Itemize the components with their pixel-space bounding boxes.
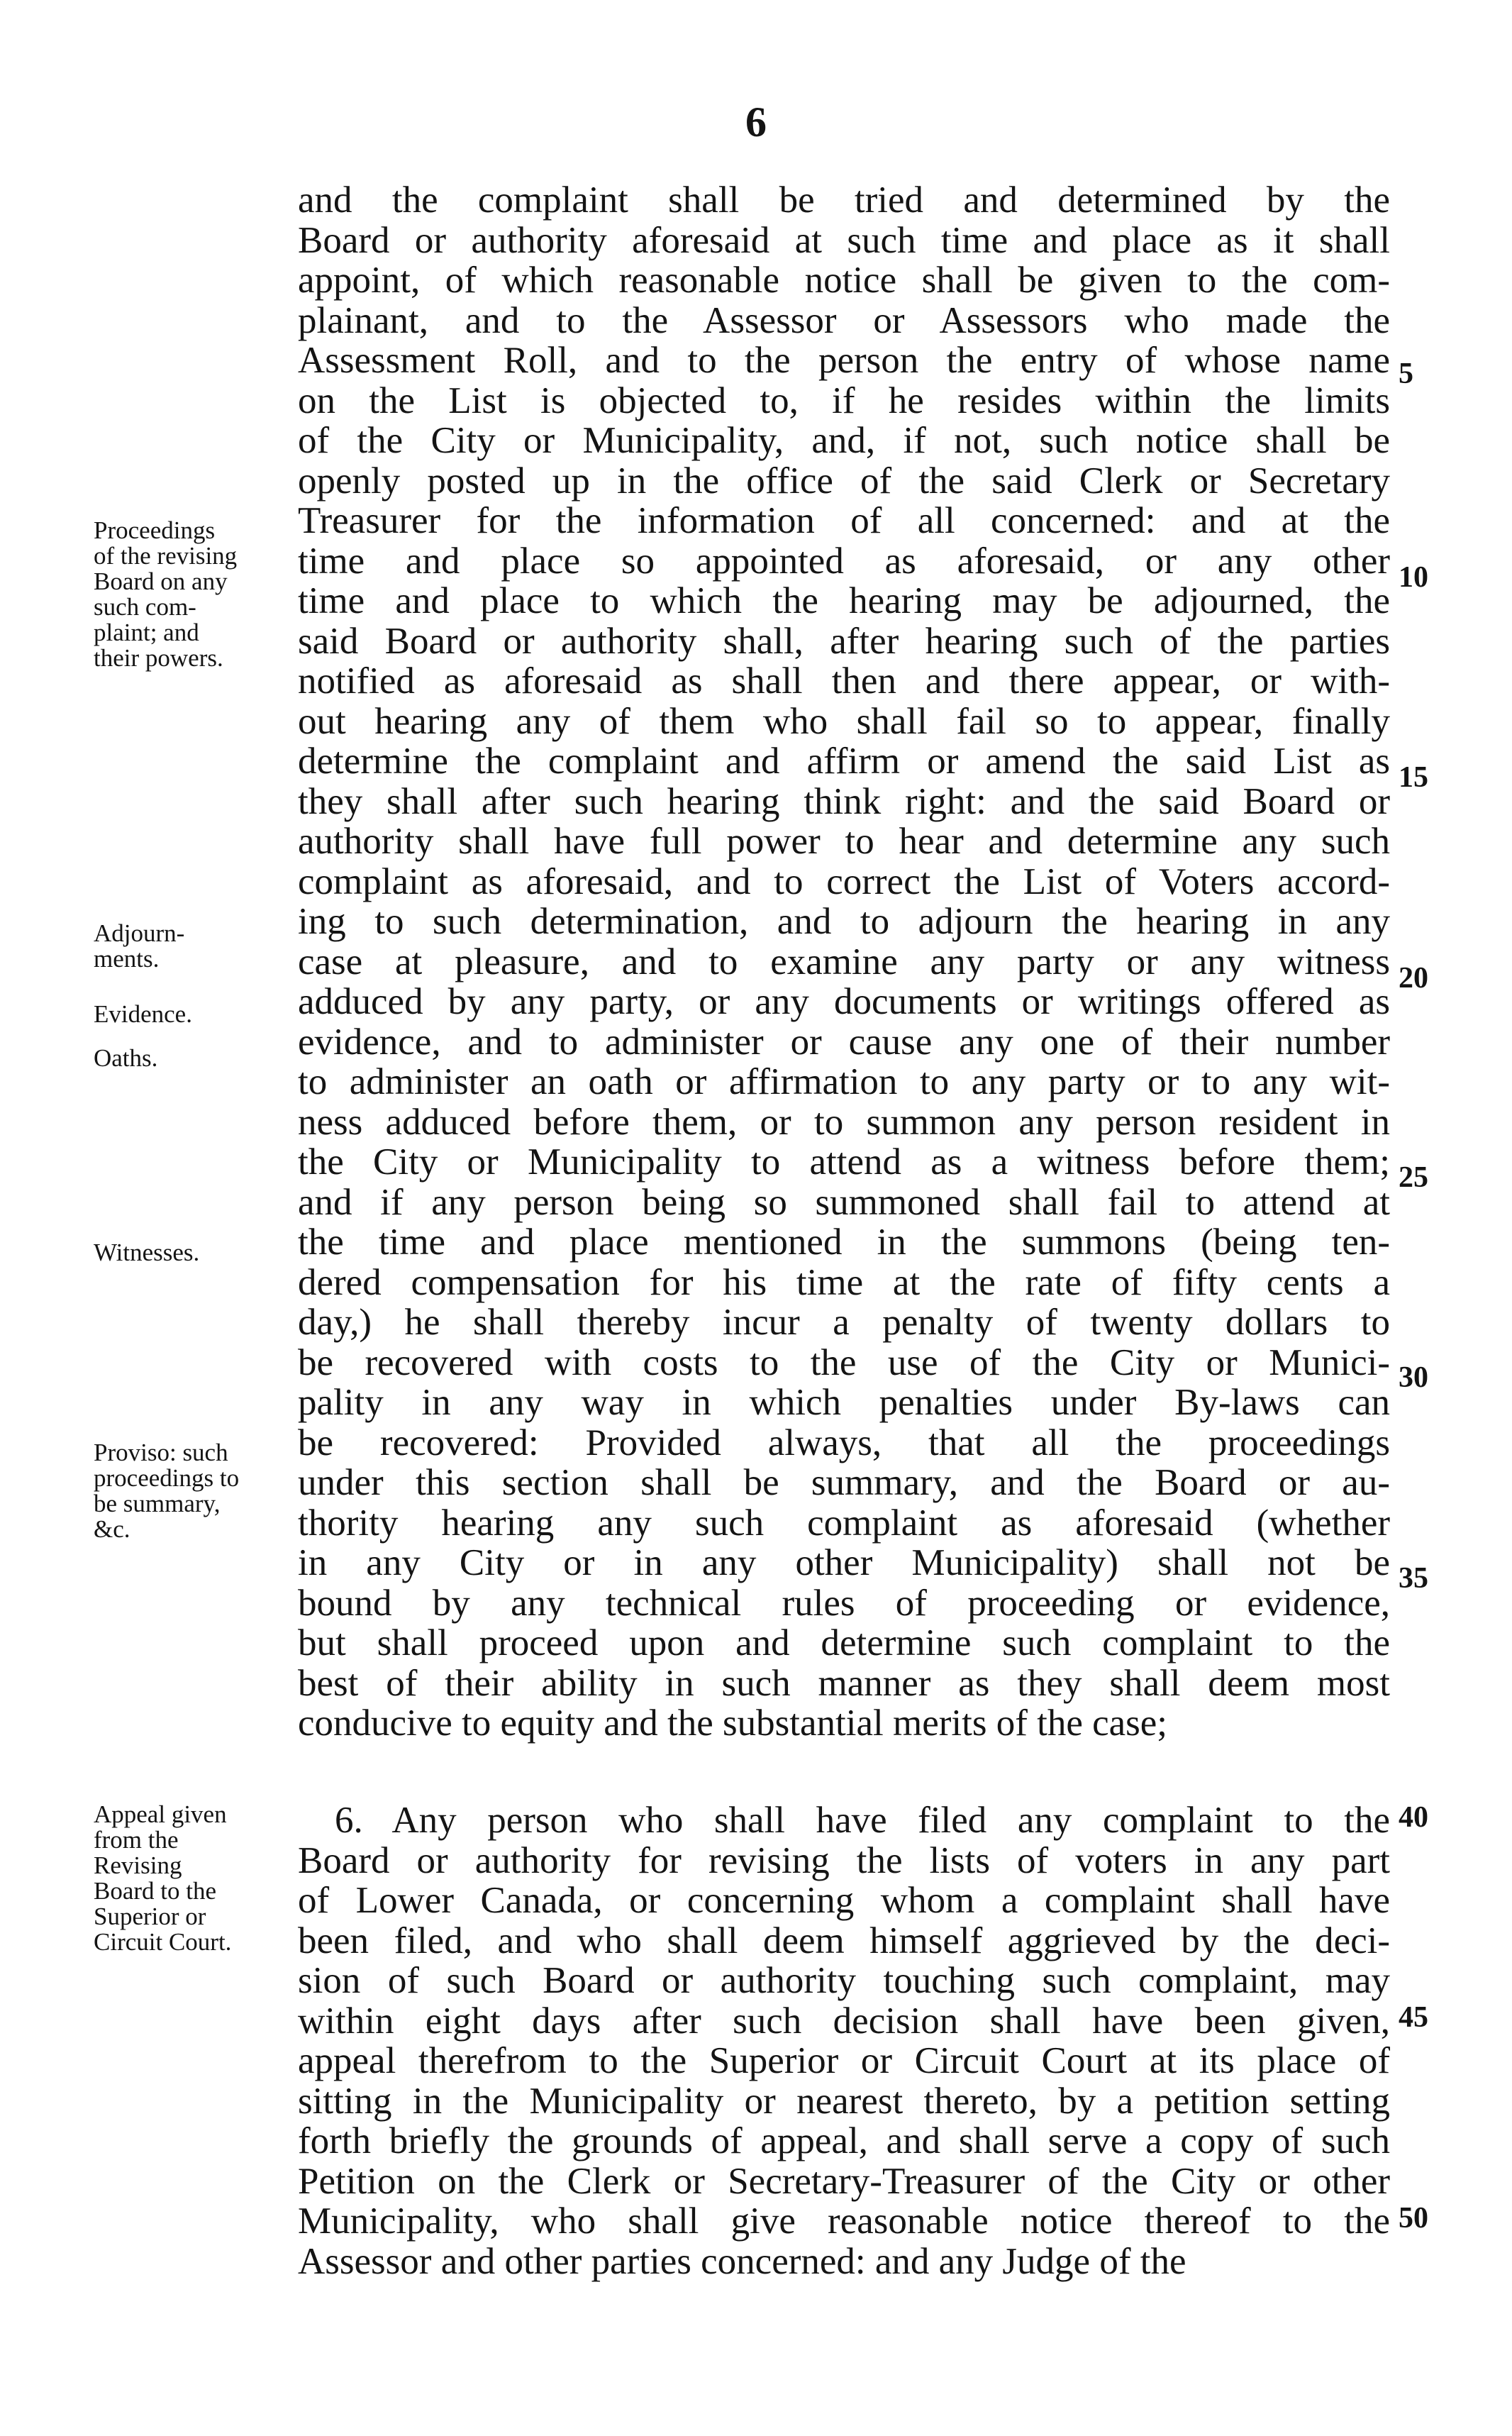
margin-note-line: Board on any	[94, 568, 228, 595]
margin-note-line: such com-	[94, 593, 196, 621]
line-number-40: 40	[1399, 1801, 1428, 1834]
paragraph-2	[298, 1800, 1390, 2281]
text-line: case at pleasure, and to examine any party or any witness	[298, 941, 1390, 982]
margin-note-line: Appeal given	[94, 1800, 227, 1828]
paragraph-1	[298, 180, 1390, 1744]
text-line: of Lower Canada, or concerning whom a complaint shall have	[298, 1880, 1390, 1921]
text-line: openly posted up in the office of the said Clerk or Secretary	[298, 460, 1390, 502]
text-line: they shall after such hearing think right: and the said Board or	[298, 780, 1390, 822]
margin-note-evidence	[94, 1002, 306, 1027]
margin-note-appeal	[94, 1802, 306, 1955]
text-line: sion of such Board or authority touching such complaint, may	[298, 1960, 1390, 2001]
line-number-20: 20	[1399, 962, 1428, 995]
margin-note-line: be summary,	[94, 1490, 221, 1517]
margin-note-line: &c.	[94, 1515, 130, 1543]
text-line: and if any person being so summoned shall fail to attend at	[298, 1181, 1390, 1223]
line-number-15: 15	[1399, 761, 1428, 794]
text-line: Board or authority for revising the lists of voters in any part	[298, 1839, 1390, 1881]
text-line: ing to such determination, and to adjourn the hearing in any	[298, 901, 1390, 942]
margin-note-line: from the	[94, 1826, 179, 1854]
text-line: forth briefly the grounds of appeal, and shall serve a copy of such	[298, 2120, 1390, 2161]
line-number-25: 25	[1399, 1161, 1428, 1194]
text-line: adduced by any party, or any documents or writings offered as	[298, 981, 1390, 1022]
margin-note-line: Board to the	[94, 1877, 217, 1905]
margin-note-line: Adjourn-	[94, 919, 185, 947]
text-line: time and place to which the hearing may be adjourned, the	[298, 580, 1390, 621]
text-line: determine the complaint and affirm or amend the said List as	[298, 741, 1390, 782]
text-line: been filed, and who shall deem himself aggrieved by the deci-	[298, 1920, 1390, 1961]
margin-note-line: Proviso: such	[94, 1439, 228, 1466]
text-line: the City or Municipality to attend as a witness before them;	[298, 1141, 1390, 1183]
text-line: be recovered with costs to the use of the City or Munici-	[298, 1341, 1390, 1383]
text-line: Municipality, who shall give reasonable notice thereof to the	[298, 2200, 1390, 2242]
text-line: in any City or in any other Municipality) shall not be	[298, 1542, 1390, 1583]
margin-note-line: Superior or	[94, 1903, 206, 1930]
text-line: within eight days after such decision shall have been given,	[298, 2000, 1390, 2042]
text-line: authority shall have full power to hear and determine any such	[298, 821, 1390, 862]
text-line: Treasurer for the information of all concerned: and at the	[298, 500, 1390, 541]
text-line: complaint as aforesaid, and to correct the List of Voters accord-	[298, 860, 1390, 902]
text-line: to administer an oath or affirmation to any party or to any wit-	[298, 1061, 1390, 1102]
text-line: out hearing any of them who shall fail so to appear, finally	[298, 700, 1390, 742]
page-number: 6	[745, 99, 767, 145]
margin-note-line: proceedings to	[94, 1464, 240, 1492]
text-line: the time and place mentioned in the summons (being ten-	[298, 1222, 1390, 1263]
text-line: bound by any technical rules of proceeding or evidence,	[298, 1582, 1390, 1624]
margin-note-line: ments.	[94, 945, 160, 973]
text-line: best of their ability in such manner as they shall deem most	[298, 1662, 1390, 1704]
text-line: thority hearing any such complaint as aforesaid (whether	[298, 1502, 1390, 1544]
margin-note-line: Oaths.	[94, 1044, 158, 1072]
text-line: said Board or authority shall, after hearing such of the parties	[298, 620, 1390, 662]
line-number-30: 30	[1399, 1361, 1428, 1394]
margin-note-line: Revising	[94, 1851, 182, 1879]
margin-note-line: Witnesses.	[94, 1239, 200, 1266]
line-number-45: 45	[1399, 2001, 1428, 2034]
text-line: dered compensation for his time at the rate of fifty cents a	[298, 1261, 1390, 1303]
line-number-10: 10	[1399, 561, 1428, 594]
line-number-35: 35	[1399, 1562, 1428, 1595]
margin-note-proviso	[94, 1440, 306, 1542]
margin-note-proceedings	[94, 518, 306, 671]
text-line: Petition on the Clerk or Secretary-Treasurer of the City or other	[298, 2160, 1390, 2202]
text-line: notified as aforesaid as shall then and there appear, or with-	[298, 660, 1390, 702]
margin-note-line: of the revising	[94, 542, 238, 570]
text-line: on the List is objected to, if he resides within the limits	[298, 380, 1390, 421]
margin-note-oaths	[94, 1046, 306, 1071]
margin-note-line: plaint; and	[94, 619, 199, 646]
margin-note-line: Evidence.	[94, 1000, 192, 1028]
text-line: ness adduced before them, or to summon any person resident in	[298, 1101, 1390, 1143]
margin-note-line: Circuit Court.	[94, 1928, 232, 1956]
text-line: time and place so appointed as aforesaid, or any other	[298, 540, 1390, 582]
text-line: Assessor and other parties concerned: and any Judge of the	[298, 2240, 1186, 2282]
margin-note-line: their powers.	[94, 644, 223, 672]
text-line: but shall proceed upon and determine such complaint to the	[298, 1622, 1390, 1663]
line-number-5: 5	[1399, 358, 1413, 390]
text-line: under this section shall be summary, and the Board or au-	[298, 1462, 1390, 1503]
text-line: sitting in the Municipality or nearest thereto, by a petition setting	[298, 2080, 1390, 2122]
text-line: of the City or Municipality, and, if not, such notice shall be	[298, 420, 1390, 461]
text-line: Assessment Roll, and to the person the entry of whose name	[298, 340, 1390, 381]
text-line: conducive to equity and the substantial merits of the case;	[298, 1703, 1168, 1744]
text-line: Board or authority aforesaid at such time and place as it shall	[298, 219, 1390, 261]
margin-note-witnesses	[94, 1240, 306, 1266]
margin-note-line: Proceedings	[94, 516, 216, 544]
text-line: day,) he shall thereby incur a penalty of twenty dollars to	[298, 1302, 1390, 1343]
line-number-50: 50	[1399, 2202, 1428, 2235]
text-line: be recovered: Provided always, that all the proceedings	[298, 1422, 1390, 1463]
text-line: 6. Any person who shall have filed any complaint to the	[335, 1800, 1390, 1841]
text-line: plainant, and to the Assessor or Assessors who made the	[298, 299, 1390, 341]
text-line: appeal therefrom to the Superior or Circuit Court at its place of	[298, 2040, 1390, 2081]
margin-note-adjournments	[94, 921, 306, 972]
text-line: and the complaint shall be tried and determined by the	[298, 179, 1390, 221]
text-line: evidence, and to administer or cause any one of their number	[298, 1021, 1390, 1063]
text-line: pality in any way in which penalties under By-laws can	[298, 1382, 1390, 1423]
text-line: appoint, of which reasonable notice shall be given to the com-	[298, 260, 1390, 301]
